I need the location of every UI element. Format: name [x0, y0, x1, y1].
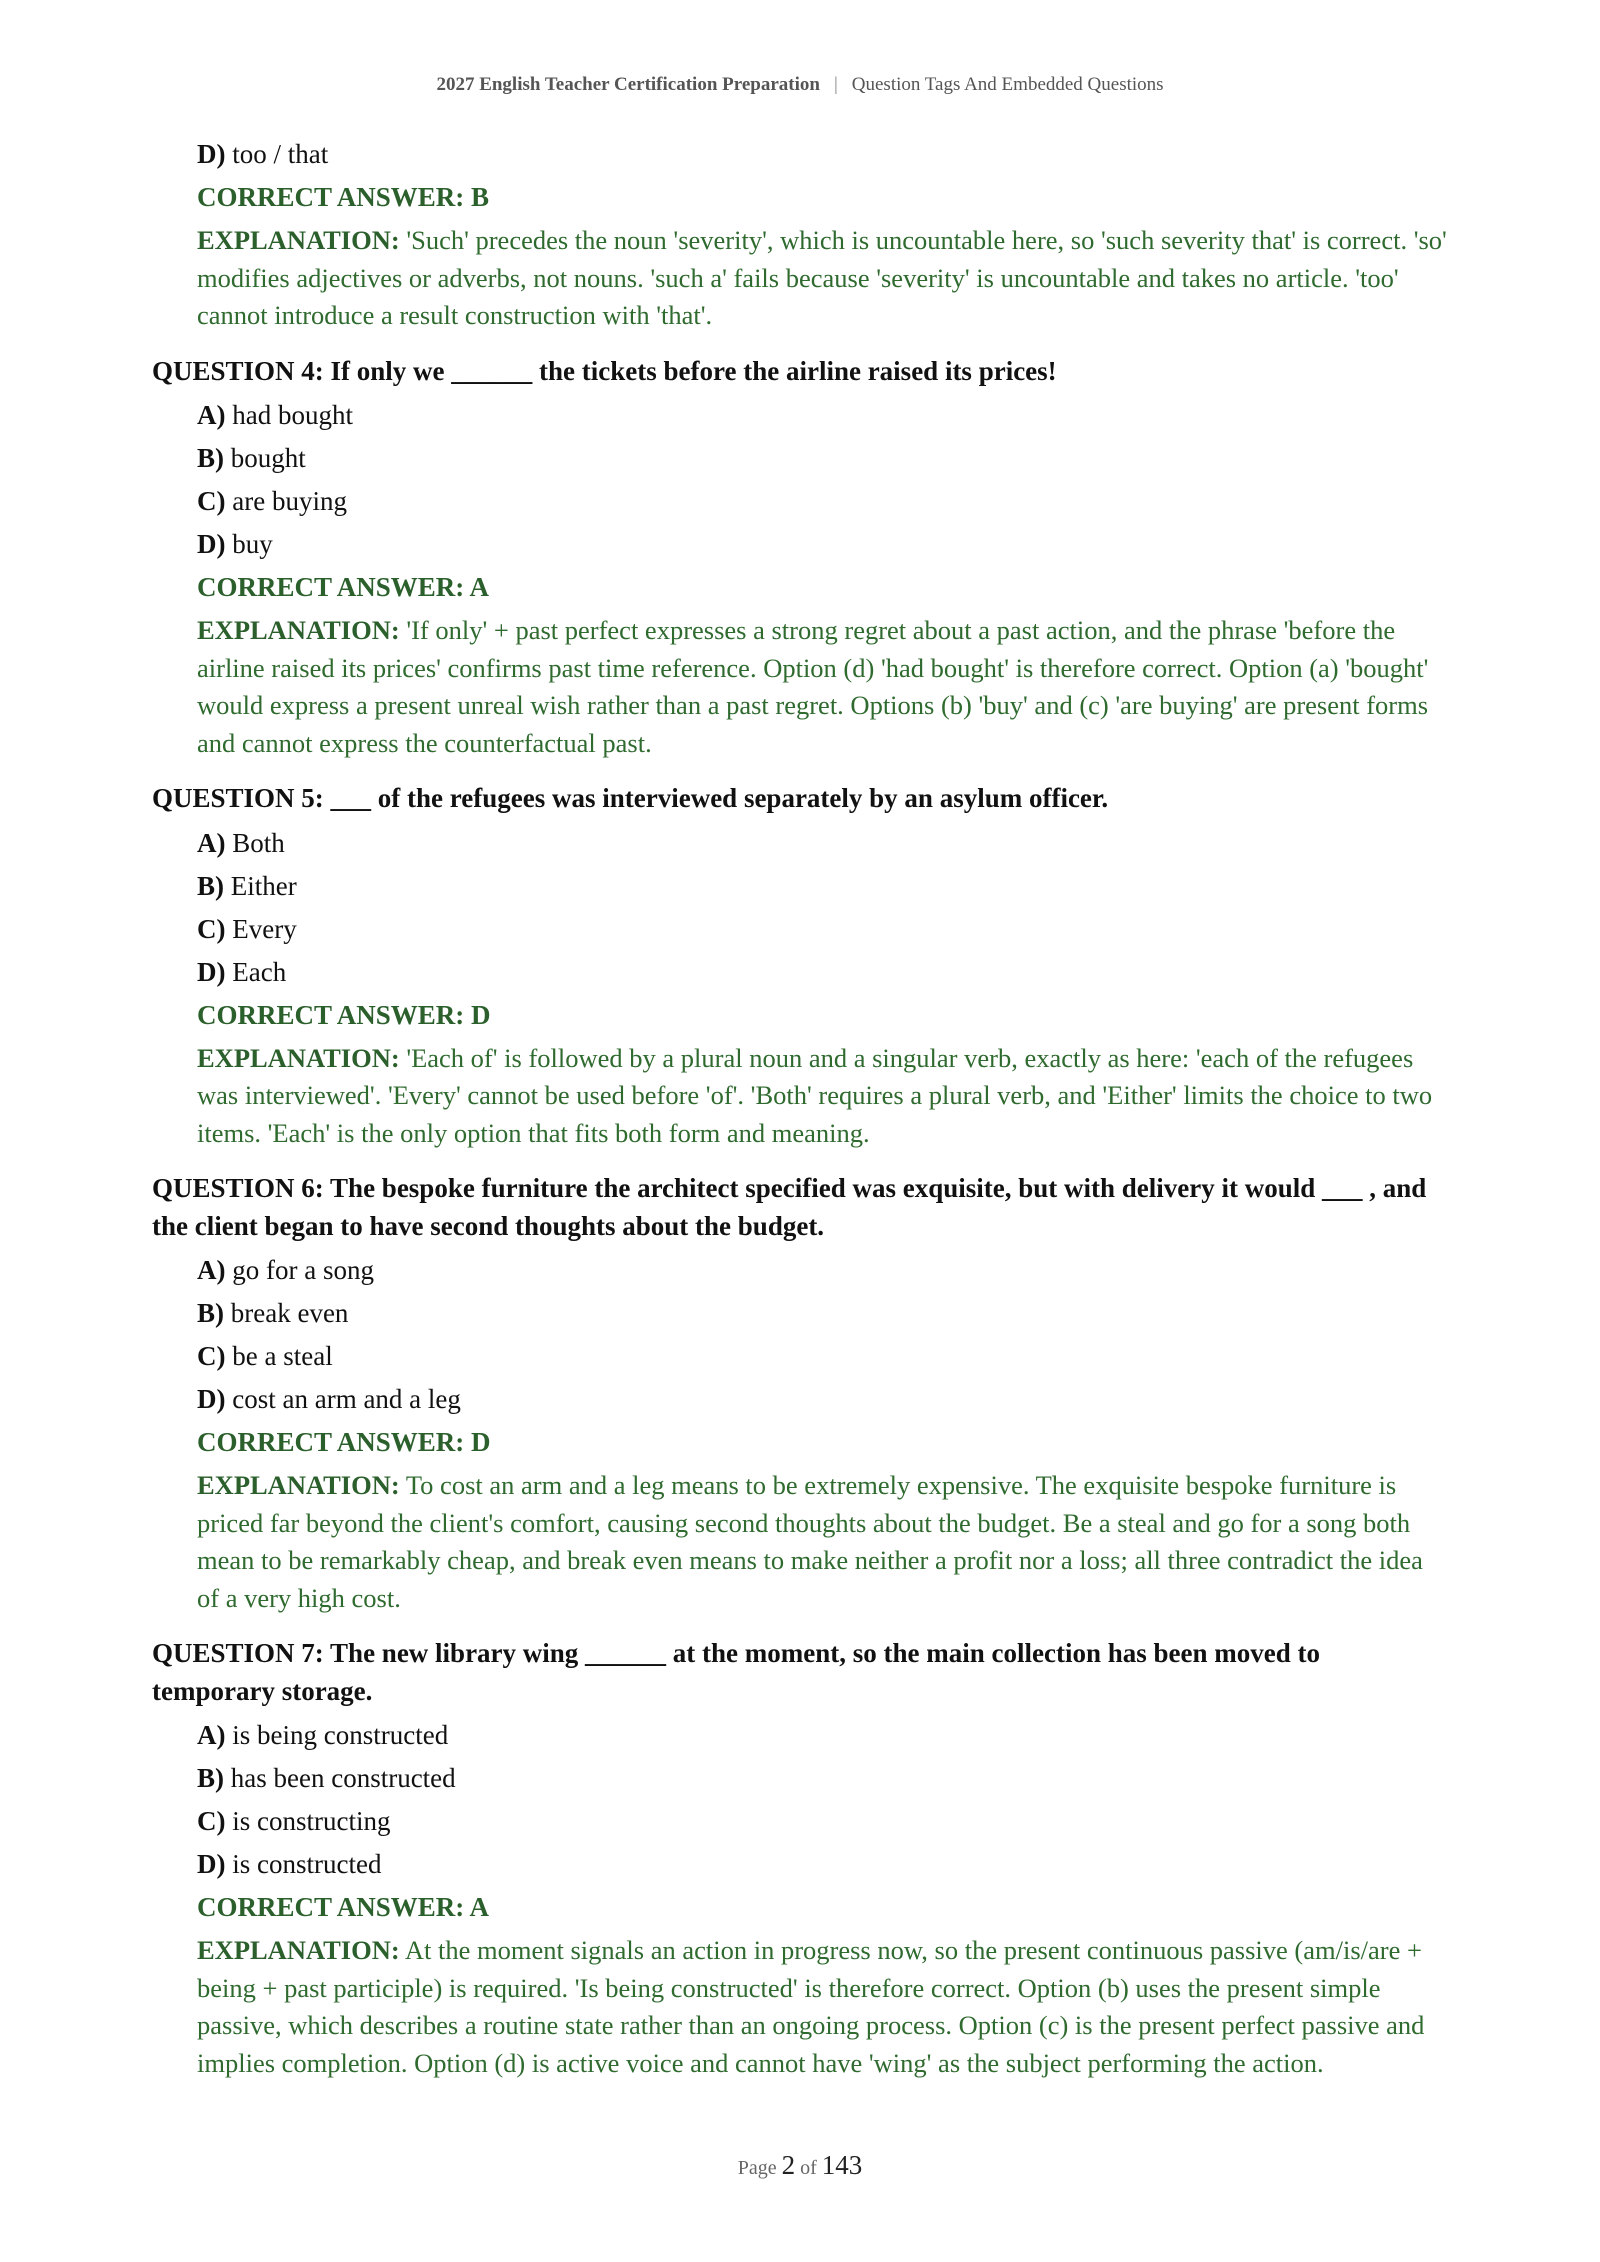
- option-letter: D): [197, 956, 226, 987]
- explanation-label: EXPLANATION:: [197, 1042, 400, 1073]
- explanation-text: 'Each of' is followed by a plural noun and a singular verb, exactly as here: 'each of the refugees was interviewed'. 'Every' cannot be used before 'of'. 'Both' requires a plural verb, and 'Either' limits the choice to two items. 'Each' is the only option that fits both form and meaning.: [197, 1042, 1433, 1148]
- option-d: [197, 526, 1448, 569]
- page-footer: [0, 2150, 1600, 2181]
- option-letter: C): [197, 1806, 226, 1836]
- question-text: QUESTION 4: If only we ______ the tickets before the airline raised its prices!: [152, 355, 1057, 386]
- explanation: [197, 612, 1448, 762]
- option-letter: D): [197, 139, 226, 169]
- option-letter: B): [197, 1298, 224, 1328]
- page-content: [152, 136, 1448, 2082]
- header-subtitle: Question Tags And Embedded Questions: [851, 74, 1164, 95]
- correct-answer: CORRECT ANSWER: A: [197, 1892, 490, 1922]
- option-c: [197, 1338, 1448, 1381]
- explanation: [197, 1040, 1448, 1153]
- option-letter: A): [197, 400, 226, 430]
- option-text: Both: [232, 827, 285, 858]
- explanation-label: EXPLANATION:: [197, 1935, 400, 1965]
- option-letter: B): [197, 870, 224, 901]
- explanation: [197, 222, 1448, 335]
- option-letter: B): [197, 1763, 224, 1793]
- correct-answer: CORRECT ANSWER: D: [197, 1427, 491, 1457]
- question-text: QUESTION 6: The bespoke furniture the architect specified was exquisite, but with delivery it would ___ , and the client began to have second thoughts about the budget.: [152, 1173, 1427, 1241]
- option-a: [197, 397, 1448, 440]
- option-text: Either: [230, 870, 297, 901]
- explanation-label: EXPLANATION:: [197, 225, 400, 255]
- option-text: Every: [232, 913, 297, 944]
- explanation-text: 'If only' + past perfect expresses a strong regret about a past action, and the phrase 'before the airline raised its prices' confirms past time reference. Option (d) 'had bought' is therefore correct. Option (a) 'bought' would express a present unreal wish rather than a past regret. Options (b) 'buy' and (c) 'are buying' are present forms and cannot express the counterfactual past.: [197, 615, 1429, 758]
- option-letter: A): [197, 827, 226, 858]
- option-b: [197, 440, 1448, 483]
- page-word: Page: [737, 2157, 777, 2179]
- question-block-6: [152, 1170, 1448, 1617]
- option-letter: D): [197, 529, 226, 559]
- option-b: [197, 868, 1448, 911]
- option-letter: D): [197, 1384, 226, 1414]
- explanation: [197, 1467, 1448, 1617]
- option-text: buy: [232, 529, 273, 559]
- option-d: [197, 954, 1448, 997]
- question-block-7: [152, 1635, 1448, 2082]
- question-block-5: [152, 780, 1448, 1152]
- explanation: [197, 1932, 1448, 2082]
- page-header: [0, 74, 1600, 96]
- total-pages: 143: [821, 2150, 863, 2180]
- option-text: be a steal: [232, 1341, 333, 1371]
- option-text: is constructing: [232, 1806, 391, 1836]
- question-block-4: [152, 353, 1448, 763]
- option-d: [197, 136, 1448, 179]
- option-letter: A): [197, 1255, 226, 1285]
- option-text: has been constructed: [230, 1763, 456, 1793]
- option-b: [197, 1295, 1448, 1338]
- option-text: had bought: [232, 400, 353, 430]
- option-letter: C): [197, 1341, 226, 1371]
- option-text: cost an arm and a leg: [232, 1384, 461, 1414]
- option-c: [197, 483, 1448, 526]
- question-block-3: [152, 136, 1448, 335]
- explanation-label: EXPLANATION:: [197, 1470, 400, 1500]
- question-text: QUESTION 5: ___ of the refugees was interviewed separately by an asylum officer.: [152, 783, 1109, 813]
- page-number: 2: [781, 2150, 796, 2180]
- explanation-text: To cost an arm and a leg means to be extremely expensive. The exquisite bespoke furniture is priced far beyond the client's comfort, causing second thoughts about the budget. Be a steal and go for a song both mean to be remarkably cheap, and break even means to make neither a profit nor a loss; all three contradict the idea of a very high cost.: [197, 1470, 1423, 1613]
- option-letter: C): [197, 913, 226, 944]
- explanation-text: At the moment signals an action in progress now, so the present continuous passive (am/is/are + being + past participle) is required. 'Is being constructed' is therefore correct. Option (b) uses the present simple passive, which describes a routine state rather than an ongoing process. Option (c) is the present perfect passive and implies completion. Option (d) is active voice and cannot have 'wing' as the subject performing the action.: [197, 1935, 1425, 2078]
- option-letter: D): [197, 1849, 226, 1879]
- of-word: of: [800, 2157, 817, 2179]
- option-text: go for a song: [232, 1255, 374, 1285]
- option-c: [197, 1803, 1448, 1846]
- header-separator: |: [833, 74, 838, 95]
- option-text: too / that: [232, 139, 329, 169]
- option-a: [197, 1252, 1448, 1295]
- option-b: [197, 1760, 1448, 1803]
- option-letter: B): [197, 443, 224, 473]
- option-a: [197, 1717, 1448, 1760]
- option-a: [197, 825, 1448, 868]
- correct-answer: CORRECT ANSWER: A: [197, 572, 490, 602]
- option-text: bought: [230, 443, 306, 473]
- option-letter: C): [197, 486, 226, 516]
- correct-answer: CORRECT ANSWER: B: [197, 182, 490, 212]
- option-text: Each: [232, 956, 287, 987]
- header-title: 2027 English Teacher Certification Preparation: [436, 74, 820, 95]
- correct-answer: CORRECT ANSWER: D: [197, 999, 491, 1030]
- option-c: [197, 911, 1448, 954]
- option-letter: A): [197, 1720, 226, 1750]
- option-text: is constructed: [232, 1849, 382, 1879]
- option-text: is being constructed: [232, 1720, 449, 1750]
- option-d: [197, 1846, 1448, 1889]
- explanation-text: 'Such' precedes the noun 'severity', which is uncountable here, so 'such severity that' is correct. 'so' modifies adjectives or adverbs, not nouns. 'such a' fails because 'severity' is uncountable and takes no article. 'too' cannot introduce a result construction with 'that'.: [197, 225, 1447, 330]
- option-d: [197, 1381, 1448, 1424]
- option-text: break even: [230, 1298, 349, 1328]
- option-text: are buying: [232, 486, 347, 516]
- explanation-label: EXPLANATION:: [197, 615, 400, 645]
- question-text: QUESTION 7: The new library wing ______ at the moment, so the main collection has been moved to temporary storage.: [152, 1638, 1320, 1706]
